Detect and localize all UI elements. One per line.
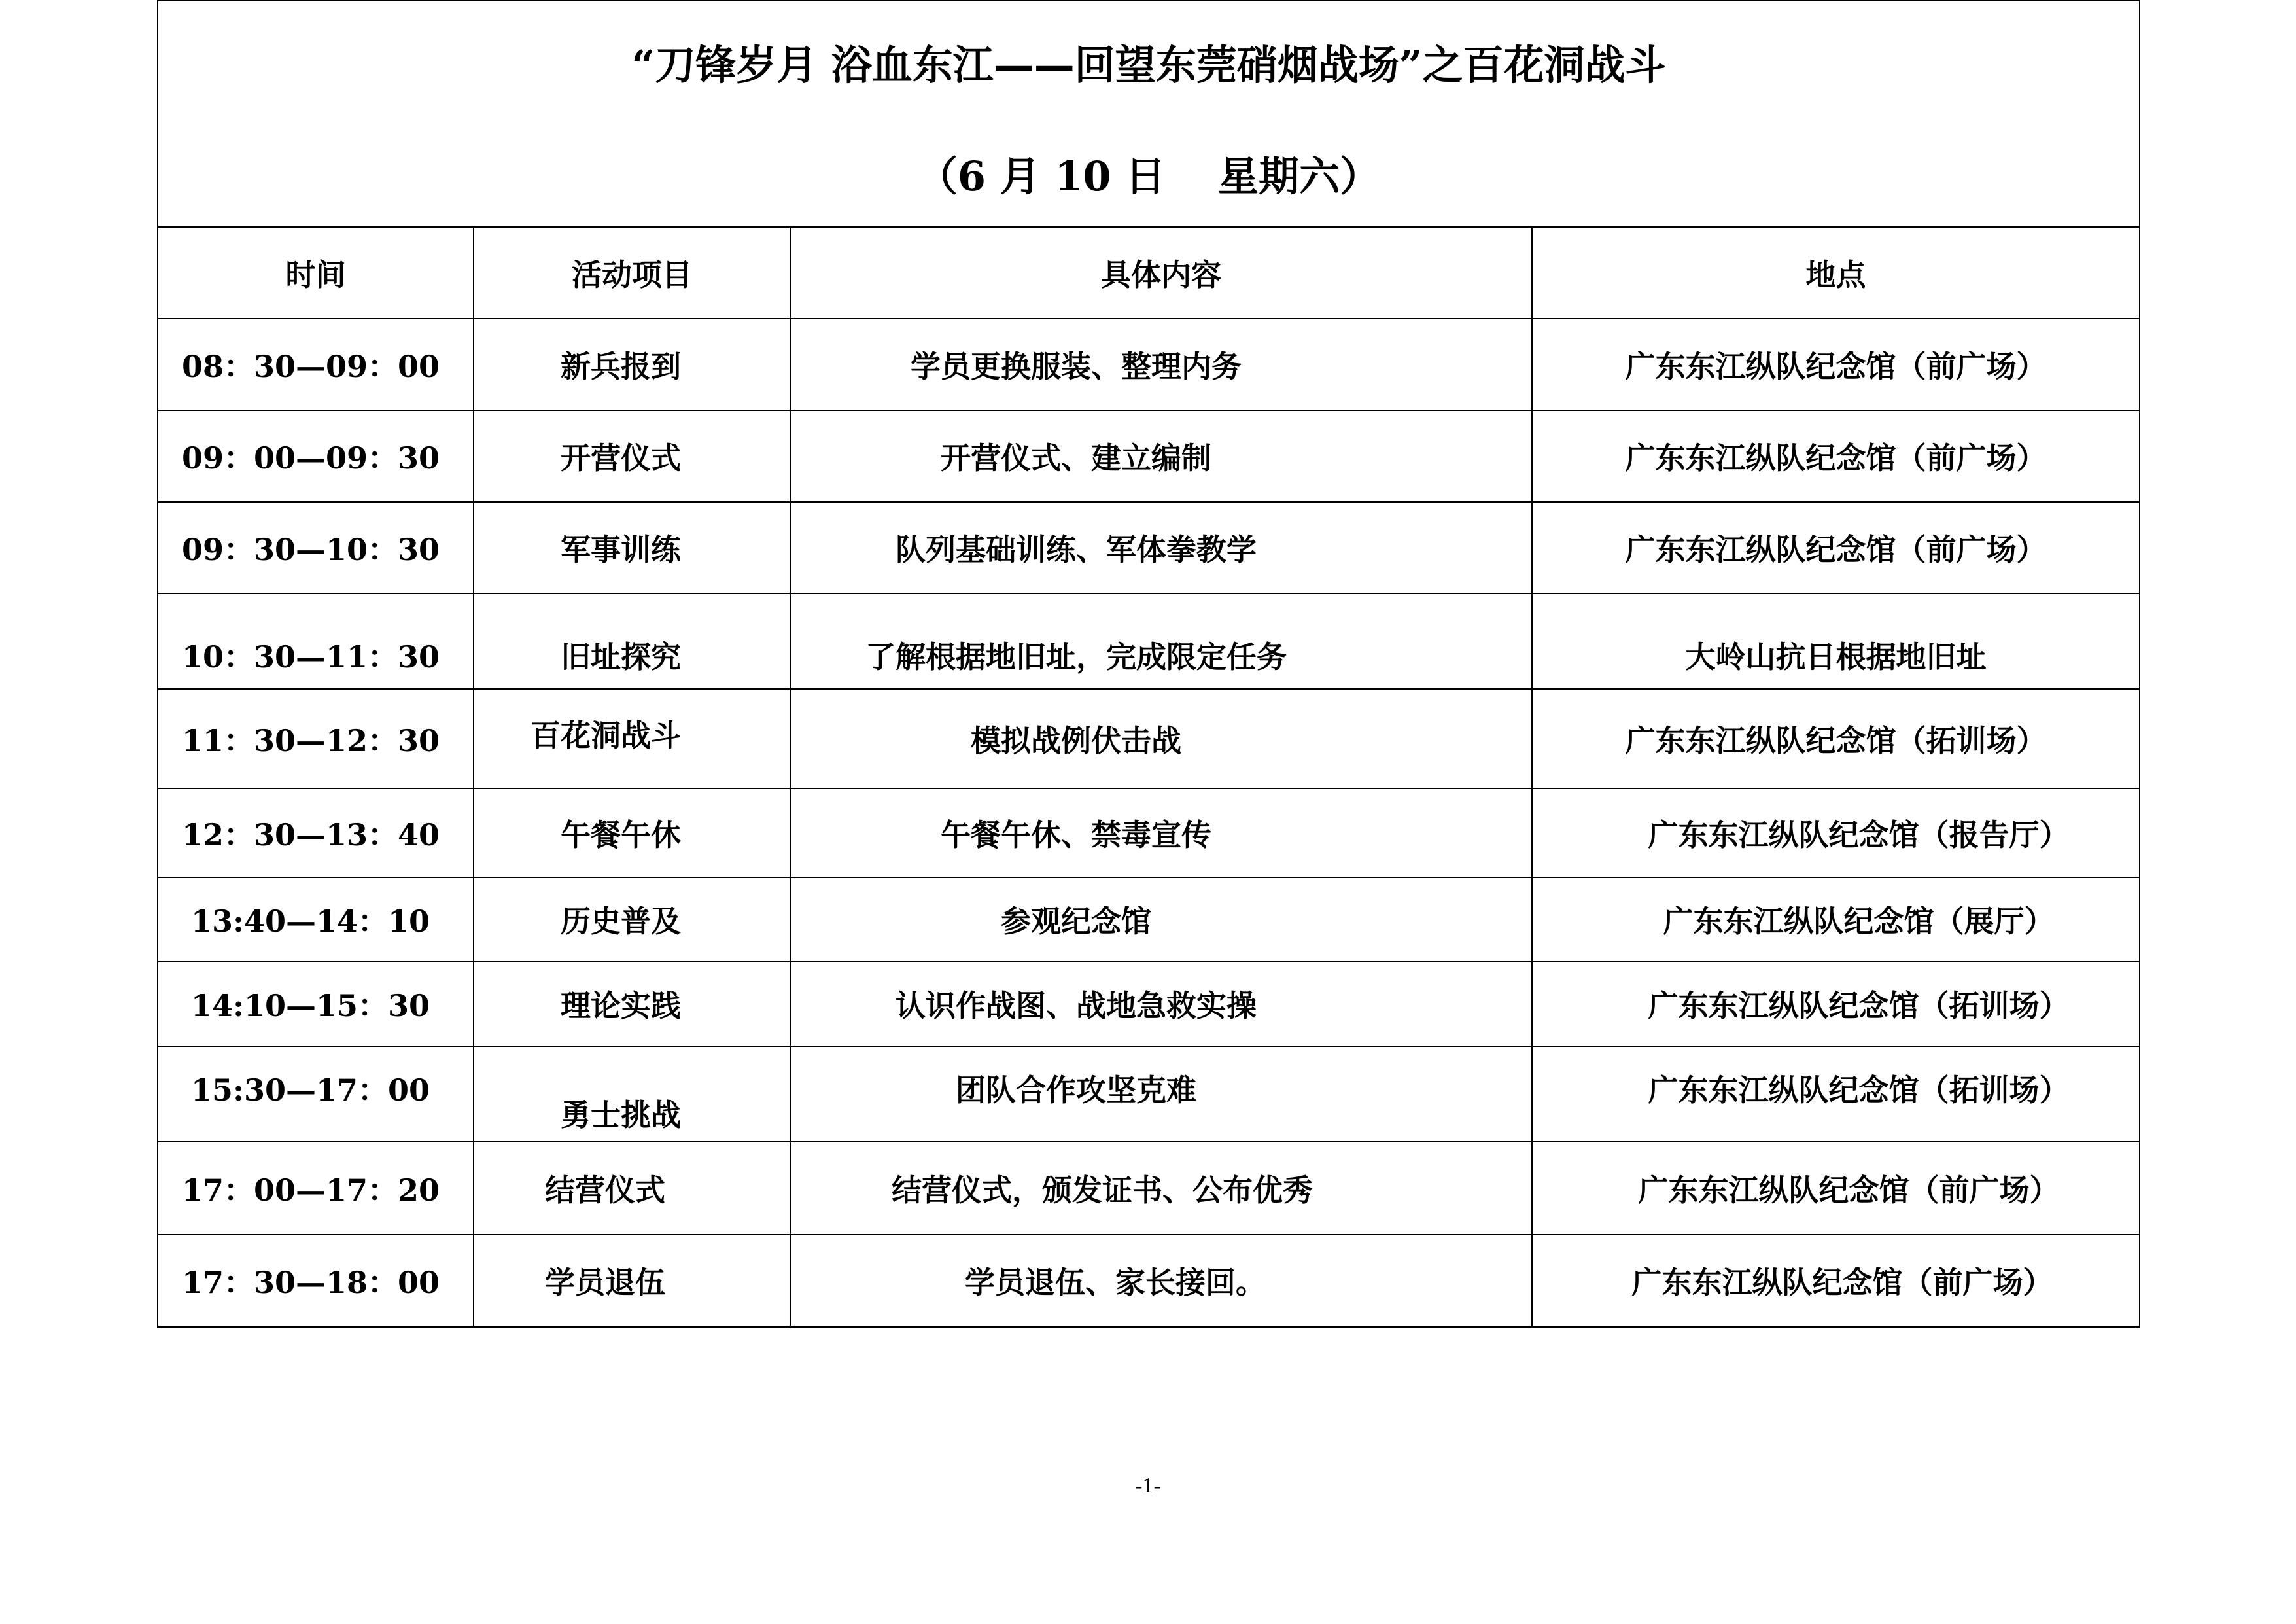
table-row — [158, 1142, 2139, 1235]
row-content: 认识作战图、战地急救实操 — [790, 961, 1532, 1046]
row-activity: 新兵报到 — [474, 319, 790, 410]
row-time: 08：30—09：00 — [158, 319, 474, 410]
row-location: 广东东江纵队纪念馆（前广场） — [1532, 410, 2139, 502]
row-activity: 军事训练 — [474, 502, 790, 593]
table-header-row — [158, 227, 2139, 319]
title-block — [158, 1, 2139, 228]
header-content: 具体内容 — [790, 227, 1532, 319]
table-row — [158, 593, 2139, 689]
table-row — [158, 877, 2139, 961]
row-location: 大岭山抗日根据地旧址 — [1532, 593, 2139, 689]
weekday-text: 星期六 — [1218, 152, 1340, 200]
row-activity: 结营仪式 — [474, 1142, 790, 1235]
header-time: 时间 — [158, 227, 474, 319]
date-line — [158, 144, 2139, 202]
row-time: 17：30—18：00 — [158, 1235, 474, 1326]
row-location: 广东东江纵队纪念馆（前广场） — [1532, 502, 2139, 593]
row-activity: 午餐午休 — [474, 788, 790, 877]
row-activity: 开营仪式 — [474, 410, 790, 502]
row-location: 广东东江纵队纪念馆（前广场） — [1532, 1235, 2139, 1326]
row-time: 09：00—09：30 — [158, 410, 474, 502]
row-content: 参观纪念馆 — [790, 877, 1532, 961]
header-location: 地点 — [1532, 227, 2139, 319]
table-row — [158, 788, 2139, 877]
row-time: 13:40—14：10 — [158, 877, 474, 961]
row-activity: 勇士挑战 — [474, 1046, 790, 1142]
row-content: 结营仪式，颁发证书、公布优秀 — [790, 1142, 1532, 1235]
date-open-paren: （ — [916, 152, 958, 200]
row-location: 广东东江纵队纪念馆（报告厅） — [1532, 788, 2139, 877]
row-location: 广东东江纵队纪念馆（拓训场） — [1532, 689, 2139, 788]
row-location: 广东东江纵队纪念馆（拓训场） — [1532, 1046, 2139, 1142]
row-time: 17：00—17：20 — [158, 1142, 474, 1235]
schedule-table — [158, 226, 2139, 1327]
row-activity: 学员退伍 — [474, 1235, 790, 1326]
row-content: 队列基础训练、军体拳教学 — [790, 502, 1532, 593]
row-time: 14:10—15：30 — [158, 961, 474, 1046]
row-location: 广东东江纵队纪念馆（展厅） — [1532, 877, 2139, 961]
header-activity: 活动项目 — [474, 227, 790, 319]
row-time: 10：30—11：30 — [158, 593, 474, 689]
table-row — [158, 961, 2139, 1046]
row-activity: 旧址探究 — [474, 593, 790, 689]
row-time: 09：30—10：30 — [158, 502, 474, 593]
row-time: 15:30—17：00 — [158, 1046, 474, 1142]
row-content: 模拟战例伏击战 — [790, 689, 1532, 788]
row-time: 11：30—12：30 — [158, 689, 474, 788]
row-time: 12：30—13：40 — [158, 788, 474, 877]
table-row — [158, 1046, 2139, 1142]
row-location: 广东东江纵队纪念馆（前广场） — [1532, 319, 2139, 410]
row-content: 了解根据地旧址，完成限定任务 — [790, 593, 1532, 689]
row-content: 午餐午休、禁毒宣传 — [790, 788, 1532, 877]
date-close-paren: ） — [1340, 152, 1381, 200]
row-content: 团队合作攻坚克难 — [790, 1046, 1532, 1142]
row-location: 广东东江纵队纪念馆（拓训场） — [1532, 961, 2139, 1046]
table-row — [158, 410, 2139, 502]
row-activity: 理论实践 — [474, 961, 790, 1046]
row-content: 学员退伍、家长接回。 — [790, 1235, 1532, 1326]
schedule-sheet — [157, 0, 2140, 1328]
date-text: 6 月 10 日 — [957, 152, 1166, 200]
row-activity: 百花洞战斗 — [474, 689, 790, 788]
row-content: 学员更换服装、整理内务 — [790, 319, 1532, 410]
table-row — [158, 1235, 2139, 1326]
table-row — [158, 319, 2139, 410]
row-location: 广东东江纵队纪念馆（前广场） — [1532, 1142, 2139, 1235]
document-title: “刀锋岁月 浴血东江——回望东莞硝烟战场”之百花洞战斗 — [631, 41, 1666, 89]
table-row — [158, 689, 2139, 788]
row-activity: 历史普及 — [474, 877, 790, 961]
row-content: 开营仪式、建立编制 — [790, 410, 1532, 502]
page-number: -1- — [1135, 1474, 1161, 1498]
table-row — [158, 502, 2139, 593]
